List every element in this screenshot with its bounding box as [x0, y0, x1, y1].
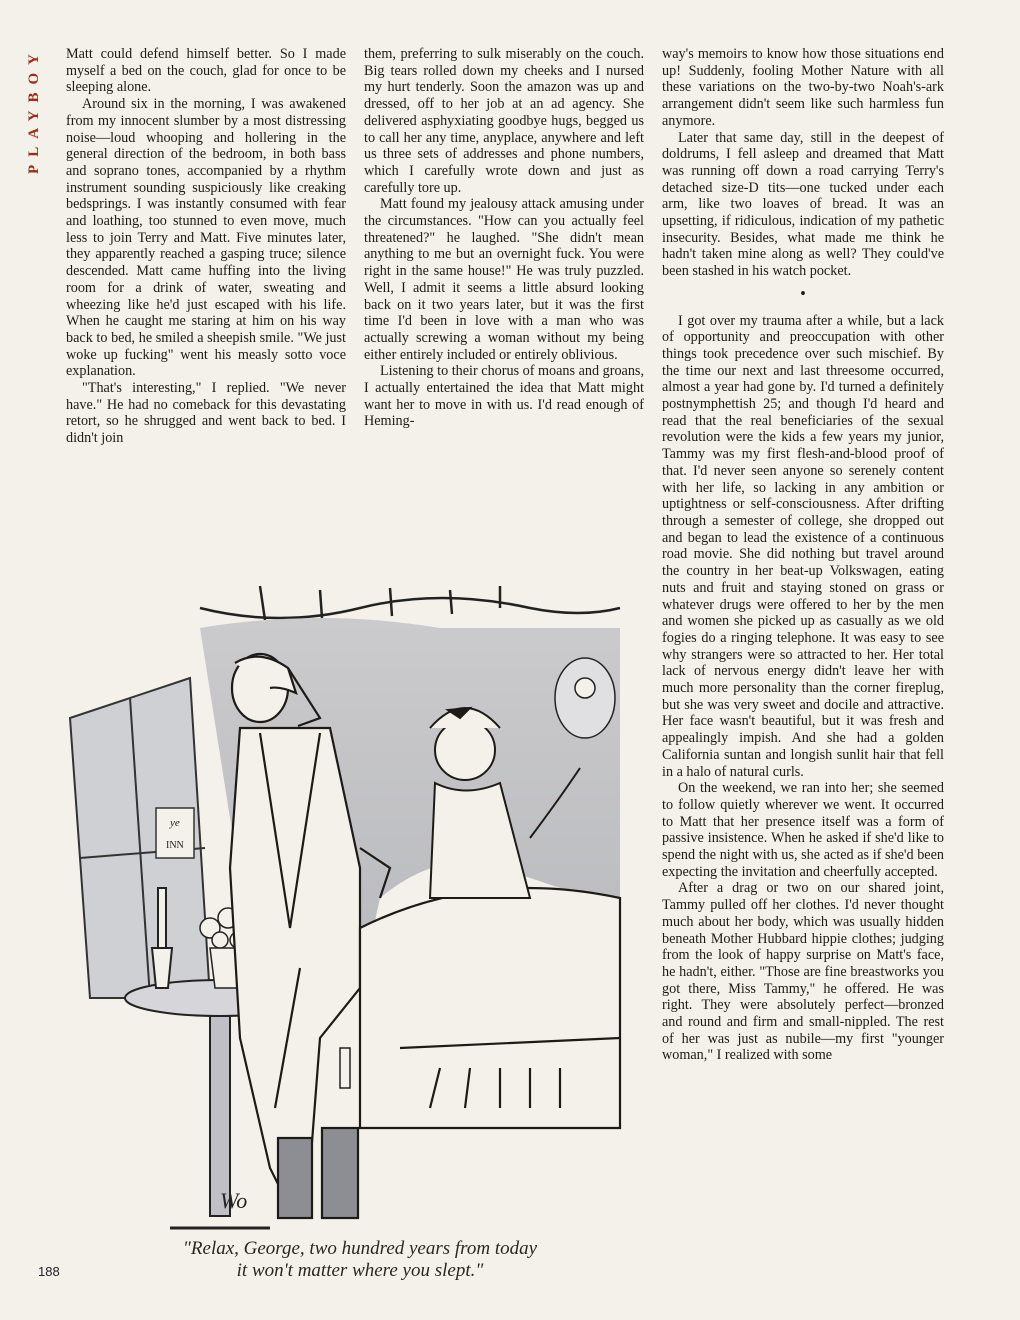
- article-paragraph: Around six in the morning, I was awakened from my innocent slumber by a most distressing noise—loud whooping and hollering in the general direction of the bedroom, in both bass and soprano tones, accompanied by a rhythm instrument sounding suspiciously like creaking bedsprings. I was instantly consumed with fear and loathing, too stunned to even move, much less to join Terry and Matt. Five minutes later, they apparently reached a gasping truce; silence descended. Matt came huffing into the living room for a drink of water, sweating and wheezing like he'd just escaped with his life. When he caught me staring at him on his way back to bed, he smiled a sheepish smile. "We just woke up fucking" went his measly sotto voce explanation.: [66, 96, 346, 380]
- column-3-top: [662, 46, 944, 280]
- wall-portrait: [555, 658, 615, 738]
- page-number: 188: [38, 1264, 60, 1279]
- running-head: PLAYBOY: [26, 46, 42, 174]
- article-column-2: [364, 46, 644, 430]
- article-column-3: [662, 46, 944, 1064]
- cartoon-illustration: [60, 568, 645, 1240]
- article-paragraph: Later that same day, still in the deepest of doldrums, I fell asleep and dreamed that Matt was running off down a road carrying Terry's detached size-D tits—one tucked under each arm, like two loaves of bread. It was an upsetting, if ridiculous, indication of my pathetic insecurity. Besides, what made me think he hadn't taken mine along as well? They could've been stashed in his watch pocket.: [662, 129, 944, 280]
- article-paragraph: After a drag or two on our shared joint, Tammy pulled off her clothes. I'd never thought much about her body, which was usually hidden beneath Mother Hubbard hippie clothes; judging from the look of happy surprise on Matt's face, he hadn't, either. "Those are fine breastworks you got there, Miss Tammy," he offered. He was right. They were absolutely perfect—bronzed and round and firm and small-nippled. The rest of her was just as nubile—my first "younger woman," I realized with some: [662, 880, 944, 1064]
- article-paragraph: Listening to their chorus of moans and groans, I actually entertained the idea that Matt might want her to move in with us. I'd read enough of Heming-: [364, 363, 644, 430]
- canopy-drapery: [200, 586, 620, 620]
- article-paragraph: them, preferring to sulk miserably on the couch. Big tears rolled down my cheeks and I nursed my hurt tenderly. Soon the amazon was up and dressed, off to her job at an ad agency. She delivered asphyxiating goodbye hugs, begged us to call her any time, anyplace, anywhere and left us three sets of addresses and phone numbers, which I carefully wrote down and just as carefully tore up.: [364, 46, 644, 196]
- article-paragraph: I got over my trauma after a while, but a lack of opportunity and preoccupation with other things took precedence over such mischief. By the time our next and last threesome occurred, almost a year had gone by. I'd turned a definitely postnymphettish 25; and though I'd heard and read that the real beneficiaries of the sexual revolution were the kids a few years my junior, Tammy was my first flesh-and-blood proof of that. I'd never seen anyone so serenely content with her life, so lacking in any ambition or uptightness or self-consciousness. After drifting through a semester of college, she dropped out and began to lead the existence of a continuous road movie. She did nothing but travel around the country in her beat-up Volkswagen, eating nuts and fruit and staying stoned on grass or whatever drugs were offered to her by the men and women she picked up as casually as we old fogies do a ringing telephone. It was easy to see why strangers were so attracted to her. Her total lack of nervous energy didn't leave her with much more personality than the corner fireplug, but she was very sweet and docile and attractive. Her face wasn't beautiful, but it was fresh and appealingly impish. And she had a golden California suntan and longish sunlit hair that fell in a halo of natural curls.: [662, 312, 944, 780]
- inn-sign-text-2: INN: [166, 840, 184, 851]
- bed: [360, 888, 620, 1128]
- article-column-1: [66, 46, 346, 447]
- artist-signature: Wo: [220, 1188, 248, 1213]
- floor-bottle: [340, 1048, 350, 1088]
- article-paragraph: way's memoirs to know how those situations end up! Suddenly, fooling Mother Nature with all these variations on the two-by-two Noah's-ark arrangement didn't seem like such harmless fun anymore.: [662, 46, 944, 129]
- column-3-bottom: [662, 313, 944, 1065]
- article-paragraph: "That's interesting," I replied. "We never have." He had no comeback for this devastating retort, so he shrugged and went back to bed. I didn't join: [66, 380, 346, 447]
- caption-line-1: "Relax, George, two hundred years from today: [182, 1238, 538, 1259]
- article-paragraph: Matt found my jealousy attack amusing under the circumstances. "How can you actually feel threatened?" he laughed. "She didn't mean anything to me but an overnight fuck. You were right in the same house!" He was truly puzzled. Well, I admit it seems a little absurd looking back on it two years later, but it was the first time I'd been in love with a man who was actually screwing a woman without my being either entirely included or entirely oblivious.: [364, 196, 644, 363]
- caption-line-2: it won't matter where you slept.": [236, 1260, 484, 1281]
- article-paragraph: On the weekend, we ran into her; she seemed to follow quietly wherever we went. It occurred to Matt that her presence itself was a form of passive insistence. When he asked if she'd like to spend the night with us, she acted as if she'd been expecting the invitation and cheerfully accepted.: [662, 780, 944, 880]
- article-paragraph: Matt could defend himself better. So I made myself a bed on the couch, glad for once to be sleeping alone.: [66, 46, 346, 96]
- section-separator: •: [800, 285, 806, 302]
- cartoon-caption: [130, 1238, 590, 1282]
- inn-sign-text-1: ye: [170, 817, 180, 829]
- inn-sign: [156, 808, 194, 858]
